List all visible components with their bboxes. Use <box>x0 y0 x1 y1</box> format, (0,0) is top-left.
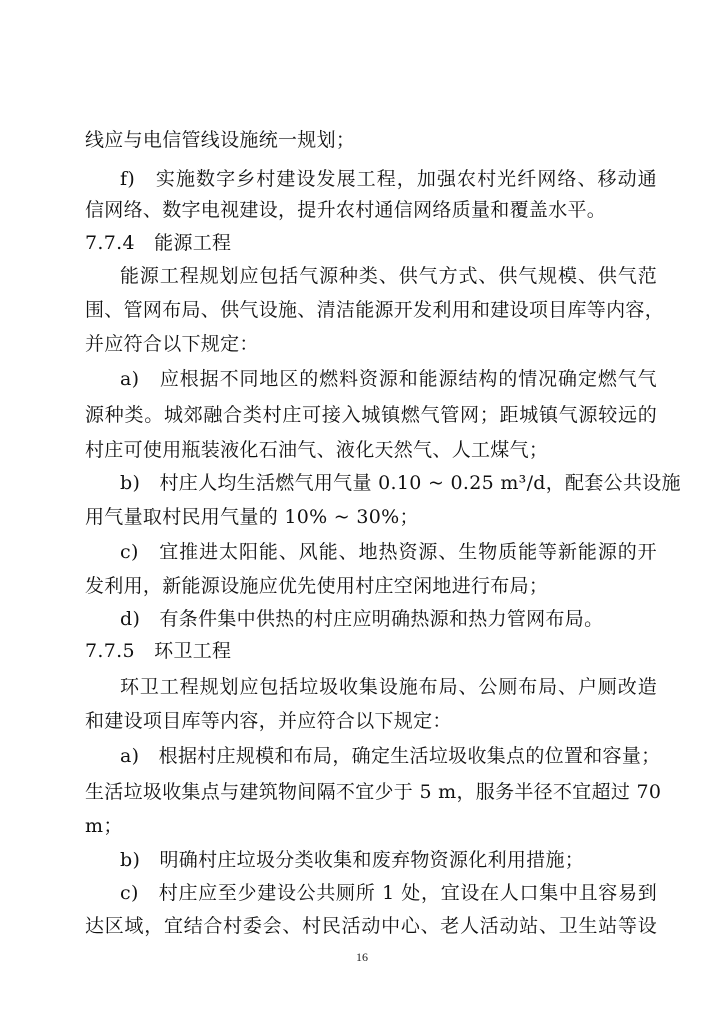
paragraph-line: 和建设项目库等内容，并应符合以下规定： <box>85 710 452 732</box>
list-item-line: f) 实施数字乡村建设发展工程，加强农村光纤网络、移动通 <box>120 168 657 190</box>
list-item-line: a) 应根据不同地区的燃料资源和能源结构的情况确定燃气气 <box>120 368 657 390</box>
paragraph-line: 能源工程规划应包括气源种类、供气方式、供气规模、供气范 <box>120 265 657 287</box>
text-line: m； <box>85 815 123 837</box>
text-line: 发利用，新能源设施应优先使用村庄空闲地进行布局； <box>85 575 549 597</box>
text-line: 线应与电信管线设施统一规划； <box>85 129 356 151</box>
list-item-line: b) 村庄人均生活燃气用气量 0.10 ~ 0.25 m³/d，配套公共设施 <box>120 472 681 494</box>
list-item-line: c) 宜推进太阳能、风能、地热资源、生物质能等新能源的开 <box>120 541 657 563</box>
list-item-line: b) 明确村庄垃圾分类收集和废弃物资源化利用措施； <box>120 849 585 871</box>
text-line: 信网络、数字电视建设，提升农村通信网络质量和覆盖水平。 <box>85 199 607 221</box>
paragraph-line: 环卫工程规划应包括垃圾收集设施布局、公厕布局、户厕改造 <box>120 676 657 698</box>
list-item-line: d) 有条件集中供热的村庄应明确热源和热力管网布局。 <box>120 608 604 630</box>
text-line: 用气量取村民用气量的 10% ~ 30%； <box>85 506 419 528</box>
text-line: 源种类。城郊融合类村庄可接入城镇燃气管网；距城镇气源较远的 <box>85 404 657 426</box>
section-heading: 7.7.4 能源工程 <box>85 232 232 254</box>
list-item-line: c) 村庄应至少建设公共厕所 1 处，宜设在人口集中且容易到 <box>120 882 657 904</box>
section-heading: 7.7.5 环卫工程 <box>85 640 232 662</box>
text-line: 村庄可使用瓶装液化石油气、液化天然气、人工煤气； <box>85 439 549 461</box>
text-line: 达区域，宜结合村委会、村民活动中心、老人活动站、卫生站等设 <box>85 915 657 937</box>
text-line: 生活垃圾收集点与建筑物间隔不宜少于 5 m，服务半径不宜超过 70 <box>85 781 662 803</box>
page-number: 16 <box>356 950 368 964</box>
paragraph-line: 围、管网布局、供气设施、清洁能源开发利用和建设项目库等内容， <box>85 299 665 321</box>
list-item-line: a) 根据村庄规模和布局，确定生活垃圾收集点的位置和容量； <box>120 745 661 767</box>
paragraph-line: 并应符合以下规定： <box>85 333 259 355</box>
